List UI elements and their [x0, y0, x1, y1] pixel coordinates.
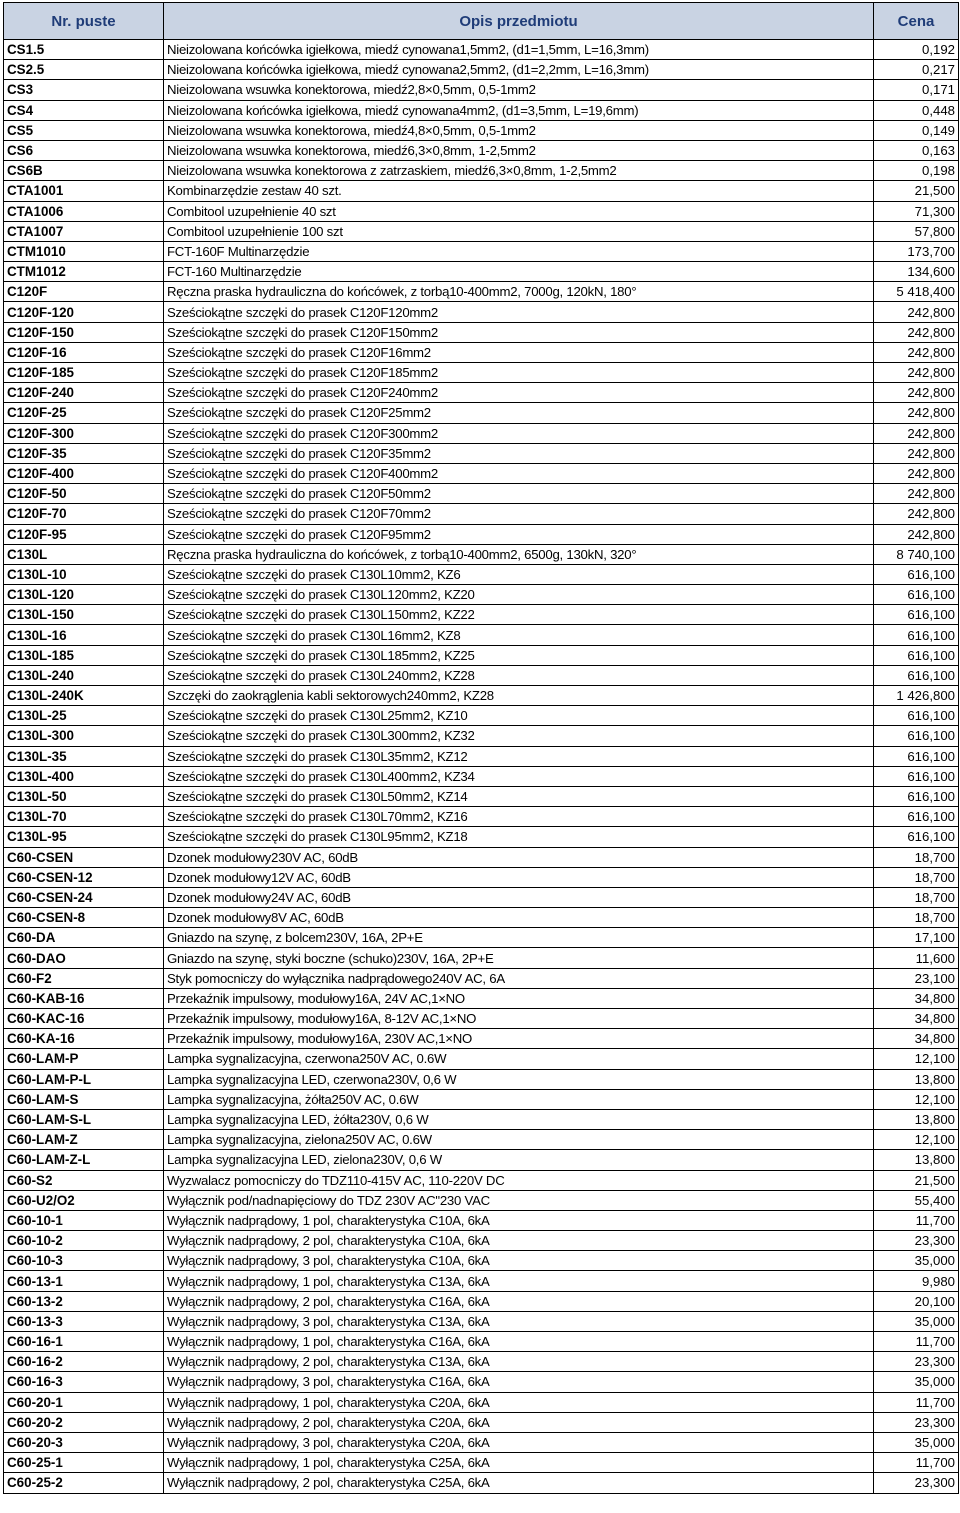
cell-price: 0,192 — [874, 40, 959, 60]
table-row — [4, 1049, 959, 1069]
table-row — [4, 201, 959, 221]
table-row — [4, 302, 959, 322]
cell-code: C120F — [4, 282, 164, 302]
cell-description: Sześciokątne szczęki do prasek C120F400mm2 — [164, 463, 874, 483]
table-row — [4, 1311, 959, 1331]
cell-price: 9,980 — [874, 1271, 959, 1291]
table-row — [4, 443, 959, 463]
table-body — [4, 40, 959, 1494]
table-row — [4, 908, 959, 928]
cell-description: Sześciokątne szczęki do prasek C120F300mm2 — [164, 423, 874, 443]
cell-code: C60-CSEN-8 — [4, 908, 164, 928]
cell-code: CTM1012 — [4, 262, 164, 282]
cell-description: Nieizolowana wsuwka konektorowa z zatrzaskiem, miedź6,3×0,8mm, 1-2,5mm2 — [164, 161, 874, 181]
cell-price: 242,800 — [874, 443, 959, 463]
cell-description: Lampka sygnalizacyjna, żółta250V AC, 0.6W — [164, 1089, 874, 1109]
table-row — [4, 726, 959, 746]
cell-code: C120F-95 — [4, 524, 164, 544]
cell-price: 13,800 — [874, 1069, 959, 1089]
table-row — [4, 1170, 959, 1190]
cell-code: C60-S2 — [4, 1170, 164, 1190]
cell-description: Sześciokątne szczęki do prasek C130L240mm2, KZ28 — [164, 665, 874, 685]
cell-code: C60-KAC-16 — [4, 1009, 164, 1029]
cell-description: Nieizolowana wsuwka konektorowa, miedź2,8×0,5mm, 0,5-1mm2 — [164, 80, 874, 100]
cell-description: Sześciokątne szczęki do prasek C120F16mm2 — [164, 342, 874, 362]
cell-price: 21,500 — [874, 181, 959, 201]
table-row — [4, 847, 959, 867]
header-code: Nr. puste — [4, 3, 164, 40]
cell-price: 0,149 — [874, 120, 959, 140]
cell-code: C130L-185 — [4, 645, 164, 665]
cell-code: C60-F2 — [4, 968, 164, 988]
table-row — [4, 706, 959, 726]
cell-price: 20,100 — [874, 1291, 959, 1311]
cell-description: Wyłącznik nadprądowy, 2 pol, charakterystyka C25A, 6kA — [164, 1473, 874, 1493]
cell-price: 242,800 — [874, 423, 959, 443]
cell-price: 17,100 — [874, 928, 959, 948]
table-row — [4, 1009, 959, 1029]
cell-price: 616,100 — [874, 746, 959, 766]
table-row — [4, 585, 959, 605]
table-row — [4, 1372, 959, 1392]
cell-description: Nieizolowana wsuwka konektorowa, miedź4,8×0,5mm, 0,5-1mm2 — [164, 120, 874, 140]
cell-description: Wyłącznik nadprądowy, 2 pol, charakterystyka C16A, 6kA — [164, 1291, 874, 1311]
cell-code: C130L-120 — [4, 585, 164, 605]
cell-code: C60-10-1 — [4, 1210, 164, 1230]
cell-code: C60-LAM-Z — [4, 1130, 164, 1150]
cell-price: 242,800 — [874, 463, 959, 483]
cell-price: 616,100 — [874, 766, 959, 786]
cell-code: C130L-25 — [4, 706, 164, 726]
cell-code: C120F-120 — [4, 302, 164, 322]
table-row — [4, 60, 959, 80]
cell-description: Wyłącznik nadprądowy, 2 pol, charakterystyka C13A, 6kA — [164, 1352, 874, 1372]
cell-description: Szczęki do zaokrąglenia kabli sektorowych240mm2, KZ28 — [164, 686, 874, 706]
cell-description: Sześciokątne szczęki do prasek C120F185mm2 — [164, 363, 874, 383]
header-price: Cena — [874, 3, 959, 40]
table-row — [4, 968, 959, 988]
cell-price: 18,700 — [874, 887, 959, 907]
cell-code: C120F-400 — [4, 463, 164, 483]
cell-code: C60-LAM-P-L — [4, 1069, 164, 1089]
cell-description: Sześciokątne szczęki do prasek C130L10mm2, KZ6 — [164, 564, 874, 584]
cell-code: C60-20-1 — [4, 1392, 164, 1412]
cell-price: 18,700 — [874, 867, 959, 887]
cell-description: Sześciokątne szczęki do prasek C130L300mm2, KZ32 — [164, 726, 874, 746]
cell-description: FCT-160 Multinarzędzie — [164, 262, 874, 282]
cell-price: 12,100 — [874, 1130, 959, 1150]
table-row — [4, 1352, 959, 1372]
table-row — [4, 282, 959, 302]
cell-price: 35,000 — [874, 1311, 959, 1331]
cell-description: Lampka sygnalizacyjna LED, żółta230V, 0,6 W — [164, 1109, 874, 1129]
cell-price: 242,800 — [874, 363, 959, 383]
cell-code: C60-13-2 — [4, 1291, 164, 1311]
cell-code: C130L-10 — [4, 564, 164, 584]
cell-price: 0,163 — [874, 140, 959, 160]
table-row — [4, 1453, 959, 1473]
table-row — [4, 1271, 959, 1291]
cell-description: Combitool uzupełnienie 100 szt — [164, 221, 874, 241]
table-row — [4, 1412, 959, 1432]
cell-description: Przekaźnik impulsowy, modułowy16A, 8-12V AC,1×NO — [164, 1009, 874, 1029]
cell-price: 242,800 — [874, 504, 959, 524]
cell-code: CS3 — [4, 80, 164, 100]
cell-code: C60-KAB-16 — [4, 988, 164, 1008]
cell-price: 34,800 — [874, 1009, 959, 1029]
cell-price: 23,300 — [874, 1352, 959, 1372]
cell-price: 173,700 — [874, 241, 959, 261]
cell-description: Sześciokątne szczęki do prasek C130L120mm2, KZ20 — [164, 585, 874, 605]
table-row — [4, 948, 959, 968]
cell-code: C130L-95 — [4, 827, 164, 847]
table-row — [4, 140, 959, 160]
cell-code: CTA1001 — [4, 181, 164, 201]
table-row — [4, 1109, 959, 1129]
cell-price: 616,100 — [874, 625, 959, 645]
cell-code: CTM1010 — [4, 241, 164, 261]
cell-price: 616,100 — [874, 706, 959, 726]
cell-description: Ręczna praska hydrauliczna do końcówek, z torbą10-400mm2, 7000g, 120kN, 180° — [164, 282, 874, 302]
cell-code: C130L-35 — [4, 746, 164, 766]
cell-description: Sześciokątne szczęki do prasek C130L400mm2, KZ34 — [164, 766, 874, 786]
cell-description: FCT-160F Multinarzędzie — [164, 241, 874, 261]
cell-description: Sześciokątne szczęki do prasek C120F50mm2 — [164, 484, 874, 504]
cell-code: C60-25-1 — [4, 1453, 164, 1473]
cell-description: Dzonek modułowy12V AC, 60dB — [164, 867, 874, 887]
cell-code: C60-LAM-S — [4, 1089, 164, 1109]
cell-price: 242,800 — [874, 484, 959, 504]
table-row — [4, 463, 959, 483]
cell-code: C60-10-2 — [4, 1231, 164, 1251]
cell-description: Wyzwalacz pomocniczy do TDZ110-415V AC, 110-220V DC — [164, 1170, 874, 1190]
cell-code: C60-16-2 — [4, 1352, 164, 1372]
table-row — [4, 40, 959, 60]
cell-code: C60-DAO — [4, 948, 164, 968]
table-row — [4, 403, 959, 423]
table-row — [4, 1473, 959, 1493]
cell-code: C130L-50 — [4, 786, 164, 806]
cell-code: C120F-50 — [4, 484, 164, 504]
table-row — [4, 423, 959, 443]
table-row — [4, 1392, 959, 1412]
cell-description: Lampka sygnalizacyjna, zielona250V AC, 0.6W — [164, 1130, 874, 1150]
cell-description: Wyłącznik nadprądowy, 1 pol, charakterystyka C10A, 6kA — [164, 1210, 874, 1230]
cell-code: C130L-16 — [4, 625, 164, 645]
table-row — [4, 1332, 959, 1352]
cell-code: C60-20-2 — [4, 1412, 164, 1432]
cell-description: Sześciokątne szczęki do prasek C120F35mm2 — [164, 443, 874, 463]
header-description: Opis przedmiotu — [164, 3, 874, 40]
cell-price: 23,300 — [874, 1473, 959, 1493]
cell-price: 12,100 — [874, 1089, 959, 1109]
cell-price: 21,500 — [874, 1170, 959, 1190]
cell-code: CS4 — [4, 100, 164, 120]
table-row — [4, 504, 959, 524]
cell-price: 616,100 — [874, 726, 959, 746]
cell-description: Styk pomocniczy do wyłącznika nadprądowego240V AC, 6A — [164, 968, 874, 988]
cell-code: CS6 — [4, 140, 164, 160]
cell-code: C130L-240 — [4, 665, 164, 685]
cell-price: 8 740,100 — [874, 544, 959, 564]
cell-code: C60-CSEN — [4, 847, 164, 867]
table-row — [4, 100, 959, 120]
cell-code: C120F-150 — [4, 322, 164, 342]
cell-code: C60-DA — [4, 928, 164, 948]
cell-description: Wyłącznik nadprądowy, 2 pol, charakterystyka C10A, 6kA — [164, 1231, 874, 1251]
cell-code: C60-LAM-P — [4, 1049, 164, 1069]
table-row — [4, 766, 959, 786]
table-row — [4, 120, 959, 140]
cell-description: Lampka sygnalizacyjna LED, czerwona230V, 0,6 W — [164, 1069, 874, 1089]
cell-description: Sześciokątne szczęki do prasek C130L150mm2, KZ22 — [164, 605, 874, 625]
cell-description: Dzonek modułowy24V AC, 60dB — [164, 887, 874, 907]
cell-price: 23,300 — [874, 1412, 959, 1432]
cell-price: 242,800 — [874, 524, 959, 544]
cell-code: C120F-16 — [4, 342, 164, 362]
cell-price: 11,700 — [874, 1453, 959, 1473]
cell-description: Sześciokątne szczęki do prasek C120F240mm2 — [164, 383, 874, 403]
table-row — [4, 161, 959, 181]
cell-code: C120F-300 — [4, 423, 164, 443]
cell-code: C60-CSEN-12 — [4, 867, 164, 887]
table-row — [4, 928, 959, 948]
table-row — [4, 988, 959, 1008]
table-header — [4, 3, 959, 40]
cell-code: C60-13-3 — [4, 1311, 164, 1331]
table-row — [4, 665, 959, 685]
cell-price: 616,100 — [874, 827, 959, 847]
cell-code: C60-LAM-Z-L — [4, 1150, 164, 1170]
cell-description: Wyłącznik pod/nadnapięciowy do TDZ 230V AC"230 VAC — [164, 1190, 874, 1210]
cell-price: 55,400 — [874, 1190, 959, 1210]
cell-code: C60-10-3 — [4, 1251, 164, 1271]
cell-description: Wyłącznik nadprądowy, 3 pol, charakterystyka C16A, 6kA — [164, 1372, 874, 1392]
cell-description: Przekaźnik impulsowy, modułowy16A, 230V AC,1×NO — [164, 1029, 874, 1049]
cell-price: 616,100 — [874, 585, 959, 605]
table-row — [4, 322, 959, 342]
cell-description: Dzonek modułowy230V AC, 60dB — [164, 847, 874, 867]
table-row — [4, 746, 959, 766]
cell-code: C130L-70 — [4, 807, 164, 827]
table-row — [4, 625, 959, 645]
table-row — [4, 80, 959, 100]
cell-description: Gniazdo na szynę, styki boczne (schuko)230V, 16A, 2P+E — [164, 948, 874, 968]
cell-description: Combitool uzupełnienie 40 szt — [164, 201, 874, 221]
cell-description: Wyłącznik nadprądowy, 1 pol, charakterystyka C16A, 6kA — [164, 1332, 874, 1352]
cell-code: CS5 — [4, 120, 164, 140]
cell-price: 35,000 — [874, 1372, 959, 1392]
cell-price: 242,800 — [874, 302, 959, 322]
table-row — [4, 686, 959, 706]
table-row — [4, 342, 959, 362]
cell-price: 34,800 — [874, 1029, 959, 1049]
table-row — [4, 807, 959, 827]
cell-description: Wyłącznik nadprądowy, 3 pol, charakterystyka C13A, 6kA — [164, 1311, 874, 1331]
cell-price: 18,700 — [874, 908, 959, 928]
cell-description: Gniazdo na szynę, z bolcem230V, 16A, 2P+E — [164, 928, 874, 948]
table-row — [4, 1190, 959, 1210]
cell-code: C130L-300 — [4, 726, 164, 746]
cell-code: C60-20-3 — [4, 1432, 164, 1452]
cell-code: C60-16-3 — [4, 1372, 164, 1392]
cell-code: C120F-35 — [4, 443, 164, 463]
cell-price: 71,300 — [874, 201, 959, 221]
cell-code: C130L-240K — [4, 686, 164, 706]
cell-description: Lampka sygnalizacyjna, czerwona250V AC, 0.6W — [164, 1049, 874, 1069]
cell-code: CTA1006 — [4, 201, 164, 221]
cell-price: 616,100 — [874, 564, 959, 584]
table-row — [4, 564, 959, 584]
table-row — [4, 605, 959, 625]
table-row — [4, 1251, 959, 1271]
cell-price: 11,700 — [874, 1392, 959, 1412]
cell-price: 23,100 — [874, 968, 959, 988]
cell-code: C120F-70 — [4, 504, 164, 524]
table-row — [4, 887, 959, 907]
cell-description: Nieizolowana końcówka igiełkowa, miedź cynowana1,5mm2, (d1=1,5mm, L=16,3mm) — [164, 40, 874, 60]
cell-code: CTA1007 — [4, 221, 164, 241]
cell-code: C120F-240 — [4, 383, 164, 403]
cell-code: C60-U2/O2 — [4, 1190, 164, 1210]
table-row — [4, 363, 959, 383]
cell-price: 13,800 — [874, 1109, 959, 1129]
cell-price: 11,600 — [874, 948, 959, 968]
cell-description: Lampka sygnalizacyjna LED, zielona230V, 0,6 W — [164, 1150, 874, 1170]
cell-code: C60-KA-16 — [4, 1029, 164, 1049]
cell-code: C130L-400 — [4, 766, 164, 786]
cell-price: 35,000 — [874, 1432, 959, 1452]
cell-price: 242,800 — [874, 322, 959, 342]
cell-description: Sześciokątne szczęki do prasek C130L95mm2, KZ18 — [164, 827, 874, 847]
cell-code: C60-CSEN-24 — [4, 887, 164, 907]
cell-description: Sześciokątne szczęki do prasek C120F120mm2 — [164, 302, 874, 322]
table-row — [4, 1029, 959, 1049]
cell-price: 616,100 — [874, 807, 959, 827]
table-row — [4, 827, 959, 847]
cell-price: 1 426,800 — [874, 686, 959, 706]
cell-code: CS1.5 — [4, 40, 164, 60]
cell-description: Ręczna praska hydrauliczna do końcówek, z torbą10-400mm2, 6500g, 130kN, 320° — [164, 544, 874, 564]
cell-description: Sześciokątne szczęki do prasek C120F150mm2 — [164, 322, 874, 342]
cell-description: Dzonek modułowy8V AC, 60dB — [164, 908, 874, 928]
cell-description: Sześciokątne szczęki do prasek C130L185mm2, KZ25 — [164, 645, 874, 665]
cell-price: 242,800 — [874, 383, 959, 403]
cell-description: Sześciokątne szczęki do prasek C130L50mm2, KZ14 — [164, 786, 874, 806]
table-row — [4, 544, 959, 564]
table-row — [4, 1089, 959, 1109]
cell-description: Wyłącznik nadprądowy, 1 pol, charakterystyka C13A, 6kA — [164, 1271, 874, 1291]
cell-price: 0,448 — [874, 100, 959, 120]
cell-price: 18,700 — [874, 847, 959, 867]
cell-price: 242,800 — [874, 342, 959, 362]
cell-price: 134,600 — [874, 262, 959, 282]
cell-description: Sześciokątne szczęki do prasek C130L16mm2, KZ8 — [164, 625, 874, 645]
cell-description: Nieizolowana końcówka igiełkowa, miedź cynowana2,5mm2, (d1=2,2mm, L=16,3mm) — [164, 60, 874, 80]
cell-description: Przekaźnik impulsowy, modułowy16A, 24V AC,1×NO — [164, 988, 874, 1008]
cell-description: Sześciokątne szczęki do prasek C120F70mm2 — [164, 504, 874, 524]
table-row — [4, 181, 959, 201]
table-row — [4, 221, 959, 241]
cell-price: 12,100 — [874, 1049, 959, 1069]
table-row — [4, 383, 959, 403]
table-row — [4, 1069, 959, 1089]
price-list-table — [3, 2, 959, 1494]
cell-code: C60-LAM-S-L — [4, 1109, 164, 1129]
cell-price: 13,800 — [874, 1150, 959, 1170]
cell-description: Nieizolowana wsuwka konektorowa, miedź6,3×0,8mm, 1-2,5mm2 — [164, 140, 874, 160]
cell-description: Sześciokątne szczęki do prasek C130L35mm2, KZ12 — [164, 746, 874, 766]
cell-code: C60-16-1 — [4, 1332, 164, 1352]
table-row — [4, 645, 959, 665]
table-row — [4, 262, 959, 282]
cell-description: Sześciokątne szczęki do prasek C120F25mm2 — [164, 403, 874, 423]
cell-price: 0,198 — [874, 161, 959, 181]
cell-price: 11,700 — [874, 1332, 959, 1352]
cell-price: 34,800 — [874, 988, 959, 1008]
cell-description: Kombinarzędzie zestaw 40 szt. — [164, 181, 874, 201]
cell-price: 616,100 — [874, 645, 959, 665]
table-row — [4, 524, 959, 544]
cell-code: C60-13-1 — [4, 1271, 164, 1291]
cell-code: CS6B — [4, 161, 164, 181]
table-row — [4, 241, 959, 261]
cell-price: 57,800 — [874, 221, 959, 241]
cell-description: Wyłącznik nadprądowy, 2 pol, charakterystyka C20A, 6kA — [164, 1412, 874, 1432]
cell-code: C120F-185 — [4, 363, 164, 383]
table-row — [4, 1150, 959, 1170]
table-row — [4, 1210, 959, 1230]
cell-price: 23,300 — [874, 1231, 959, 1251]
cell-price: 0,217 — [874, 60, 959, 80]
table-row — [4, 1432, 959, 1452]
cell-description: Wyłącznik nadprądowy, 3 pol, charakterystyka C10A, 6kA — [164, 1251, 874, 1271]
cell-description: Wyłącznik nadprądowy, 1 pol, charakterystyka C25A, 6kA — [164, 1453, 874, 1473]
cell-price: 35,000 — [874, 1251, 959, 1271]
cell-price: 616,100 — [874, 786, 959, 806]
cell-description: Nieizolowana końcówka igiełkowa, miedź cynowana4mm2, (d1=3,5mm, L=19,6mm) — [164, 100, 874, 120]
table-row — [4, 786, 959, 806]
cell-code: CS2.5 — [4, 60, 164, 80]
table-row — [4, 1231, 959, 1251]
table-row — [4, 1291, 959, 1311]
cell-code: C60-25-2 — [4, 1473, 164, 1493]
cell-code: C120F-25 — [4, 403, 164, 423]
cell-price: 5 418,400 — [874, 282, 959, 302]
cell-description: Wyłącznik nadprądowy, 1 pol, charakterystyka C20A, 6kA — [164, 1392, 874, 1412]
cell-price: 616,100 — [874, 665, 959, 685]
table-row — [4, 1130, 959, 1150]
table-row — [4, 484, 959, 504]
cell-description: Sześciokątne szczęki do prasek C120F95mm2 — [164, 524, 874, 544]
cell-price: 0,171 — [874, 80, 959, 100]
table-row — [4, 867, 959, 887]
cell-price: 11,700 — [874, 1210, 959, 1230]
cell-price: 616,100 — [874, 605, 959, 625]
header-row — [4, 3, 959, 40]
cell-description: Sześciokątne szczęki do prasek C130L25mm2, KZ10 — [164, 706, 874, 726]
cell-description: Sześciokątne szczęki do prasek C130L70mm2, KZ16 — [164, 807, 874, 827]
cell-description: Wyłącznik nadprądowy, 3 pol, charakterystyka C20A, 6kA — [164, 1432, 874, 1452]
cell-code: C130L-150 — [4, 605, 164, 625]
cell-price: 242,800 — [874, 403, 959, 423]
cell-code: C130L — [4, 544, 164, 564]
